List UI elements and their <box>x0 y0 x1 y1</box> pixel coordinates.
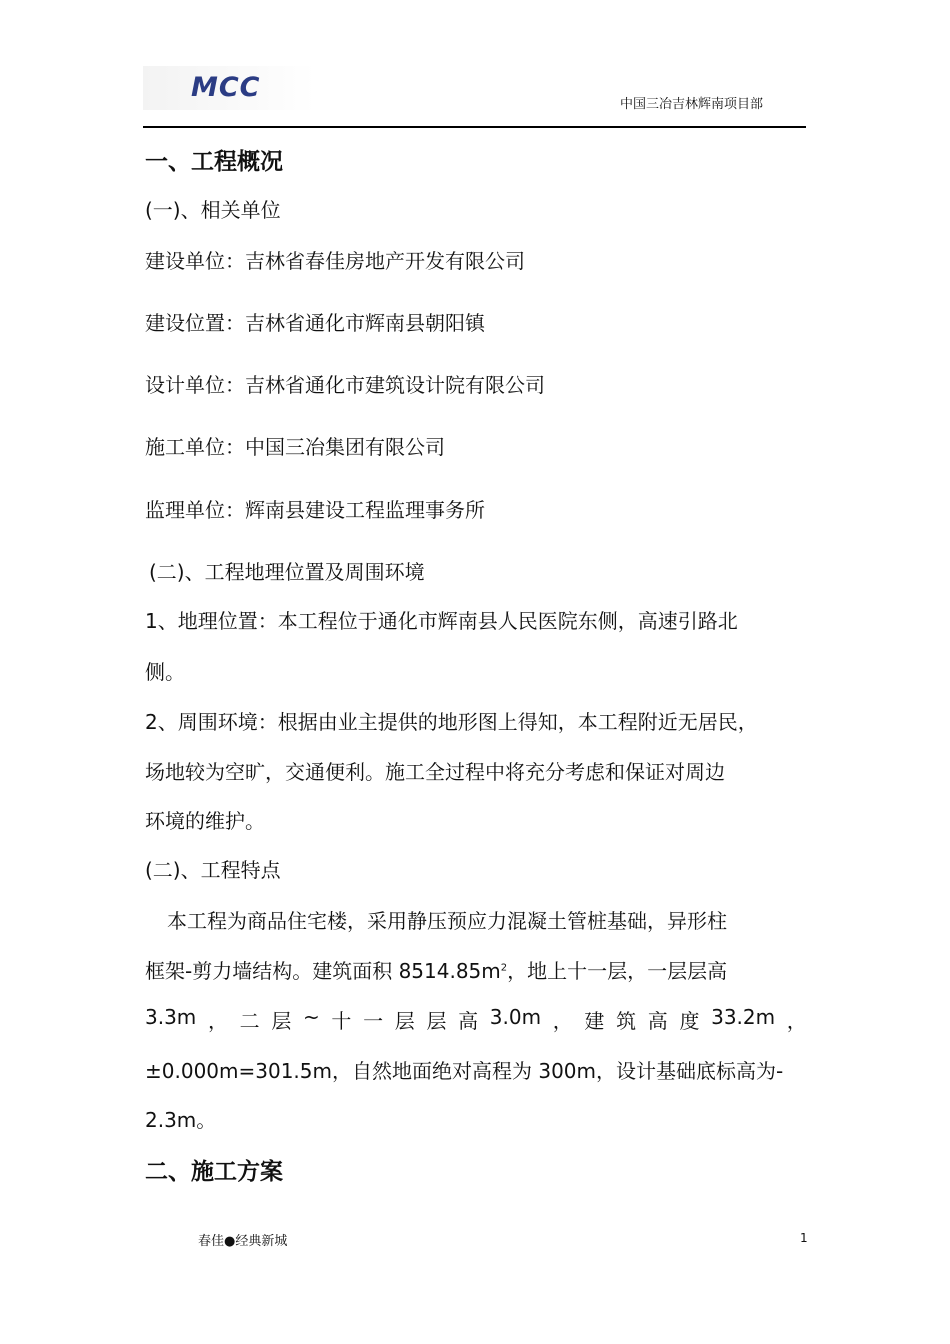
justified-token: 3.0m <box>489 1005 542 1029</box>
company-logo <box>143 66 315 110</box>
justified-token: 十 <box>331 1009 352 1033</box>
unit-line: 设计单位：吉林省通化市建筑设计院有限公司 <box>145 373 545 397</box>
superscript: 2 <box>500 962 508 974</box>
feature-line-justified <box>145 1005 807 1034</box>
feature-text: ，地上十一层，一层层高 <box>507 959 728 983</box>
subsection-features: (二)、工程特点 <box>145 858 281 882</box>
justified-token: 二 <box>239 1009 260 1033</box>
unit-line: 施工单位：中国三冶集团有限公司 <box>145 435 445 459</box>
feature-line: ±0.000m=301.5m，自然地面绝对高程为 300m，设计基础底标高为- <box>145 1059 784 1083</box>
subsection-related-units: (一)、相关单位 <box>145 198 281 222</box>
geo-line: 侧。 <box>145 660 185 684</box>
justified-token: 度 <box>679 1009 700 1033</box>
feature-text: 框架-剪力墙结构。建筑面积 8514.85m <box>145 959 501 983</box>
section-title-overview: 一、工程概况 <box>145 149 283 175</box>
justified-token: 高 <box>458 1009 479 1033</box>
geo-line: 1、地理位置：本工程位于通化市辉南县人民医院东侧，高速引路北 <box>145 609 738 633</box>
justified-token: 3.3m <box>145 1005 197 1029</box>
env-line: 2、周围环境：根据由业主提供的地形图上得知，本工程附近无居民， <box>145 710 758 734</box>
justified-token: ， <box>552 1009 573 1033</box>
justified-token: 筑 <box>616 1009 637 1033</box>
unit-line: 监理单位：辉南县建设工程监理事务所 <box>145 498 485 522</box>
feature-line: 2.3m。 <box>145 1108 217 1132</box>
header-rule <box>143 126 806 128</box>
justified-token: 层 <box>271 1009 292 1033</box>
section-title-plan: 二、施工方案 <box>145 1159 283 1185</box>
feature-line <box>145 955 727 984</box>
logo-text: MCC <box>191 72 261 103</box>
justified-token: 33.2m <box>711 1005 776 1029</box>
justified-token: ， <box>786 1009 807 1033</box>
page-number: 1 <box>800 1231 808 1245</box>
header-project-name: 中国三冶吉林辉南项目部 <box>620 97 764 112</box>
justified-token: ~ <box>302 1005 320 1029</box>
justified-token: 高 <box>647 1009 668 1033</box>
justified-token: 层 <box>394 1009 415 1033</box>
env-line: 场地较为空旷，交通便利。施工全过程中将充分考虑和保证对周边 <box>145 760 725 784</box>
justified-token: 层 <box>426 1009 447 1033</box>
env-line: 环境的维护。 <box>145 809 265 833</box>
feature-line: 本工程为商品住宅楼，采用静压预应力混凝土管桩基础，异形柱 <box>167 909 727 933</box>
justified-token: 一 <box>363 1009 384 1033</box>
unit-line: 建设单位：吉林省春佳房地产开发有限公司 <box>145 249 525 273</box>
justified-token: 建 <box>584 1009 605 1033</box>
justified-token: ， <box>207 1009 228 1033</box>
unit-line: 建设位置：吉林省通化市辉南县朝阳镇 <box>145 311 485 335</box>
footer-project-name: 春佳●经典新城 <box>198 1234 288 1249</box>
subsection-location: (二)、工程地理位置及周围环境 <box>149 560 425 584</box>
